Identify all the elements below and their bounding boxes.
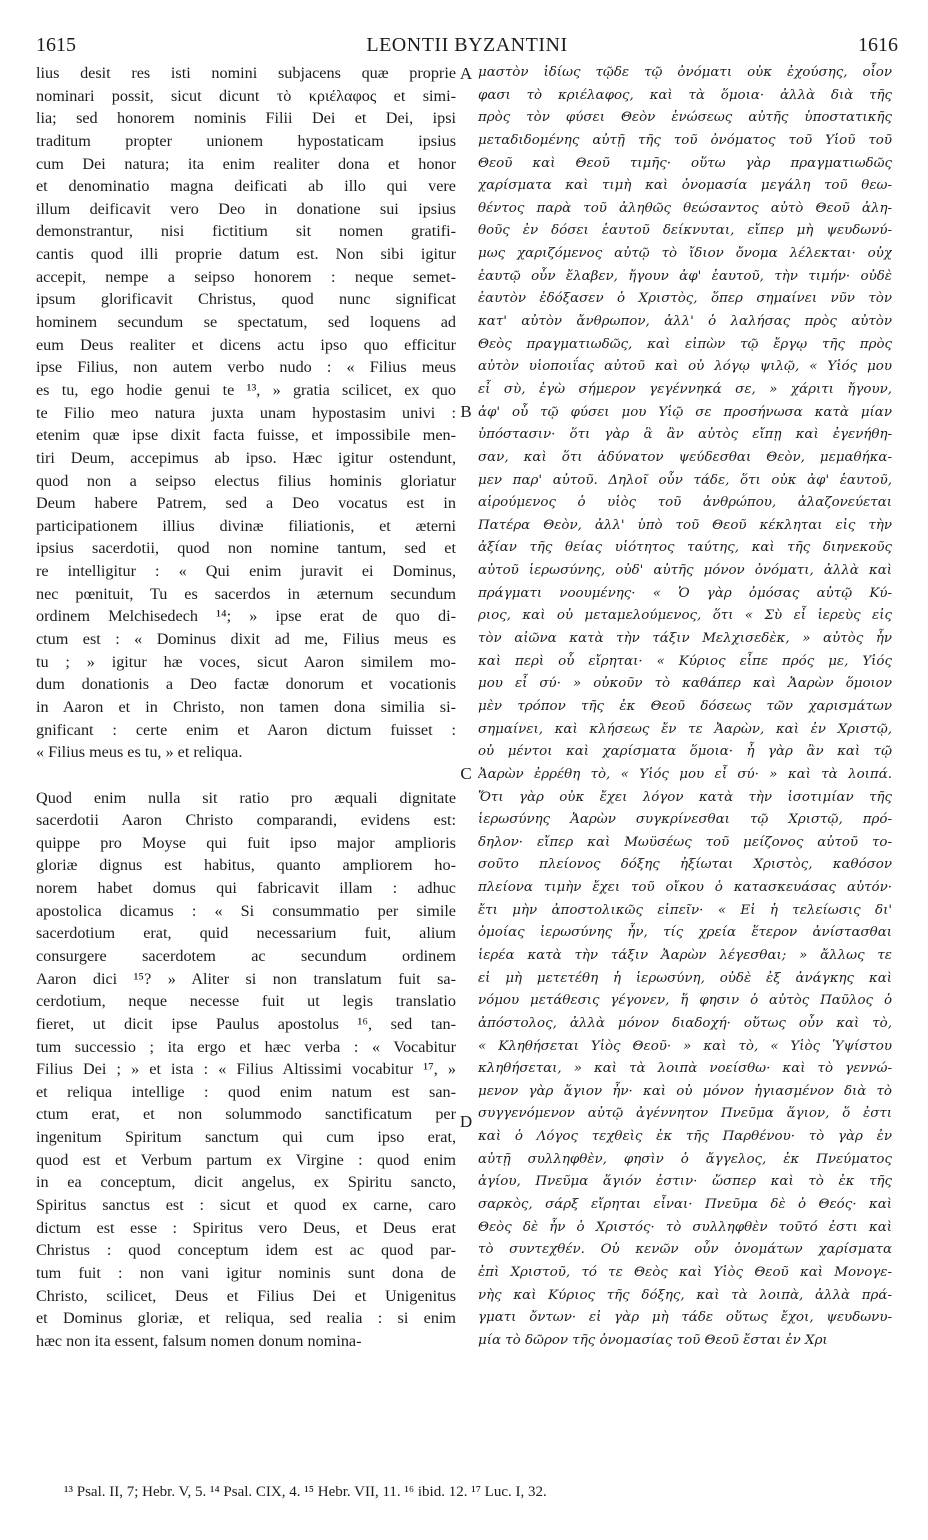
greek-text-line: Πατέρα Θεὸν, ἀλλ' ὑπὸ τοῦ Θεοῦ κέκληται εἰς τὴν [478,517,892,533]
running-title: LEONTII BYZANTINI [366,34,568,56]
latin-text-line: gnificant : certe enim et Aaron dictum fuisset : [36,720,456,739]
greek-text-line: πλείονα τιμὴν ἔχει τοῦ οἴκου ὁ κατασκευάσας αὐτόν· [478,880,892,896]
latin-text-line: nec pœnituit, Tu es sacerdos in æternum secundum [36,584,456,603]
latin-text-line: ipsum glorificavit Christus, quod nunc significat [36,290,456,309]
greek-text-line: τὸν αἰῶνα κατὰ τὴν τάξιν Μελχισεδὲκ, » αὐτὸς ἦν [478,631,892,647]
greek-column [478,62,892,1353]
greek-text-line: ἱερωσύνης Ἀαρὼν συγκρίνεσθαι τῷ Χριστῷ, πρό- [478,812,892,828]
greek-text-line: πράγματι νοουμένης· « Ὁ γὰρ ὀμόσας αὐτῷ Κύ- [478,585,892,601]
latin-text-line: ipse Filius, non autem verbo nudo : « Filius meus [36,358,456,377]
latin-text-line: cum Dei natura; ita enim realiter dona et honor [36,154,456,173]
greek-text-line: σοῦτο πλείονος δόξης ἠξίωται Χριστὸς, καθόσον [478,857,892,873]
greek-text-line: μία τὸ δῶρον τῆς ὀνομασίας τοῦ Θεοῦ ἔσται ἐν Χρι [478,1332,828,1348]
latin-text-line: quod non a seipso electus filius hominis gloriatur [36,471,456,490]
latin-text-line: et reliqua intellige : quod enim natum est san- [36,1082,456,1101]
latin-text-line: Christus : quod conceptum idem est ac quod par- [36,1241,456,1260]
latin-text-line: hominem secundum se spectatum, sed loquens ad [36,313,456,332]
margin-marker-c: C [460,764,472,783]
greek-text-line: μεταδιδομένης αὐτῇ τῆς τοῦ ὀνόματος τοῦ Υἱοῦ τοῦ [478,132,892,148]
greek-text-line: ἔτι μὴν ἀποστολικῶς εἰπεῖν· « Εἰ ἡ τελείωσις δι' [478,902,892,918]
margin-marker-b: B [460,402,472,421]
latin-text-line: participationem illius divinæ filiationis, et æterni [36,516,456,535]
greek-text-line: ἐπὶ Χριστοῦ, τό τε Θεὸς καὶ Υἱὸς Θεοῦ καὶ Μονογε- [478,1264,892,1280]
greek-text-line: ἑαυτῷ οὖν ἔλαβεν, ἤγουν ἀφ' ἑαυτοῦ, τὴν τιμήν· οὐδὲ [478,268,892,284]
latin-text-line: Deum habere Patrem, sed a Deo vocatus est in [36,494,456,513]
latin-text-line: sacerdotii Aaron Christo comparandi, evidens est: [36,811,456,830]
greek-text-line: ἑαυτὸν ἐδόξασεν ὁ Χριστὸς, ὅπερ σημαίνει νῦν τὸν [478,291,892,307]
greek-text-line: οὐ μέντοι καὶ χαρίσματα ὅμοια· ἦ γὰρ ἂν καὶ τῷ [478,744,892,760]
latin-text-line: et denominatio magna deificati ab illo qui vere [36,177,456,196]
latin-text-line: tiri Deum, accepimus ab ipso. Hæc igitur ostendunt, [36,448,456,467]
latin-text-line: in ea conceptum, dicit angelus, ex Spiritu sancto, [36,1173,456,1192]
greek-text-line: μαστὸν ἰδίως τῷδε τῷ ὀνόματι οὐκ ἐχούσης, οἷον [478,65,892,80]
latin-text-line: consurgere sacerdotem ac secundum ordinem [36,946,456,965]
latin-text-line: illum deificavit vero Deo in donatione sui ipsius [36,199,456,218]
greek-text-line: δηλον· εἴπερ καὶ Μωϋσέως τοῦ μείζονος αὐτοῦ το- [478,834,892,850]
greek-text-line: θοῦς ἐν δόσει ἑαυτοῦ δείκνυται, εἴπερ μὴ ψευδωνύ- [478,223,892,239]
margin-marker-a: A [459,64,473,83]
greek-text-line: αὐτῇ συλληφθὲν, φησὶν ὁ ἄγγελος, ἐκ Πνεύματος [478,1151,892,1167]
greek-text-line: ἀξίαν τῆς θείας υἱότητος ταύτης, καὶ τῆς διηνεκοῦς [478,540,892,556]
greek-text-line: μως χαριζόμενος αὐτῷ τὸ ἴδιον ὄνομα λέλεκται· οὐχ [478,246,892,262]
footnotes: ¹³ Psal. II, 7; Hebr. V, 5. ¹⁴ Psal. CIX, 4. ¹⁵ Hebr. VII, 11. ¹⁶ ibid. 12. ¹⁷ Luc. I, 32. [64,1484,547,1500]
latin-text-line: ingenitum Spiritum sanctum qui cum ipso erat, [36,1128,456,1147]
page-number-left: 1615 [36,34,76,56]
greek-text-line: αὐτὸν υἱοποιΐας αὐτοῦ καὶ οὐ λόγῳ ψιλῷ, « Υἱός μου [478,359,892,375]
greek-text-line: νὴς καὶ Κύριος τῆς δόξης, καὶ τὰ λοιπὰ, ἀλλὰ πρά- [478,1287,892,1303]
greek-text-line: ὁμοίας ἱερωσύνης ἦν, τίς χρεία ἕτερον ἀνίστασθαι [478,925,892,941]
greek-text-line: θέντος παρὰ τοῦ ἀληθῶς θεώσαντος αὐτὸ Θεοῦ ἀλη- [478,200,892,216]
greek-text-line: ριος, καὶ οὐ μεταμελούμενος, ὅτι « Σὺ εἶ ἱερεὺς εἰς [478,608,892,624]
greek-text-line: συγγενόμενον αὐτῷ ἀγέννητον Πνεῦμα ἅγιον, ὅ ἐστι [478,1106,892,1122]
latin-text-line: ordinem Melchisedech ¹⁴; » ipse erat de quo di- [36,607,456,626]
latin-text-line: in Aaron et in Christo, non tamen dona similia si- [36,697,456,716]
greek-text-line: μὲν τρόπον τῆς ἐκ Θεοῦ δόσεως τῶν χαρισμάτων [478,698,892,714]
greek-text-line: γματι ὄντων· εἰ γὰρ μὴ τάδε οὕτως ἔχοι, ψευδωνυ- [478,1310,892,1326]
greek-text-line: Ὅτι γὰρ οὐκ ἔχει λόγον κατὰ τὴν ἰσοτιμίαν τῆς [478,789,892,805]
margin-marker-d: D [459,1112,473,1131]
greek-text-line: σαρκὸς, σάρξ εἴρηται εἶναι· Πνεῦμα δὲ ὁ Θεός· καὶ [478,1197,892,1213]
greek-text-line: ἀφ' οὗ τῷ φύσει μου Υἱῷ σε προσήνωσα κατὰ μίαν [478,404,892,420]
greek-text-line: καὶ ὁ Λόγος τεχθεὶς ἐκ τῆς Παρθένου· τὸ γὰρ ἐν [478,1129,892,1145]
greek-text-line: νόμου μετάθεσις γέγονεν, ἥ φησιν ὁ αὐτὸς Παῦλος ὁ [478,993,892,1009]
latin-text-line: re intelligitur : « Qui enim juravit ei Dominus, [36,562,456,581]
greek-text-line: μεν παρ' αὐτοῦ. Δηλοῖ οὖν τάδε, ὅτι οὐκ ἀφ' ἑαυτοῦ, [478,472,892,488]
greek-text-line: Θεὸς πραγματιωδῶς, καὶ εἰπὼν τῷ ἔργῳ τῆς πρὸς [478,336,892,352]
latin-text-line: accepit, nempe a seipso honorem : neque semet- [36,267,456,286]
greek-text-line: ἁγίου, Πνεῦμα ἅγιόν ἐστιν· ὥσπερ καὶ τὸ ἐκ τῆς [478,1174,892,1190]
latin-text-line: Christo, scilicet, Deus et Filius Dei et Unigenitus [36,1286,456,1305]
latin-text-line: etenim quæ ipse dixit facta fuisse, et impossibile men- [36,426,456,445]
latin-column [36,62,456,1353]
greek-text-line: ὑπόστασιν· ὅτι γὰρ ἃ ἂν αὐτὸς εἴπῃ καὶ ἐγενήθη- [478,427,892,443]
latin-text-line: ctum erat, et non solummodo sanctificatum per [36,1105,456,1124]
latin-text-line: quod est et Verbum partum ex Virgine : quod enim [36,1150,456,1169]
greek-text-line: σαν, καὶ ὅτι ἀδύνατον ψεύδεσθαι Θεὸν, μεμαθήκα- [478,449,892,465]
greek-text-line: αἱρούμενος ὁ υἱὸς τοῦ ἀνθρώπου, ἀλαζονεύεται [478,495,892,511]
greek-text-line: πρὸς τὸν φύσει Θεὸν ἑνώσεως αὐτῆς ὑποστατικῆς [478,110,892,126]
greek-text-line: εἰ μὴ μετετέθη ἡ ἱερωσύνη, οὐδὲ ἐξ ἀνάγκης καὶ [478,970,892,986]
latin-text-line: dictum est esse : Spiritus vero Deus, et Deus erat [36,1218,456,1237]
latin-text-line: et Dominus gloriæ, et reliqua, sed realia : si enim [36,1309,456,1328]
latin-text-line: dum donationis a Deo factæ donorum et vocationis [36,675,456,694]
latin-text-line: « Filius meus es tu, » et reliqua. [36,743,243,762]
greek-text-line: τὸ συντεχθέν. Οὐ κενῶν οὖν ὀνομάτων χαρίσματα [478,1242,892,1258]
latin-text-line: norem habet domus qui fabricavit illam : adhuc [36,879,456,898]
latin-text-line: gloriæ dignus est habitus, quanto ampliorem ho- [36,856,456,875]
latin-text-line: tu ; » igitur hæ voces, sicut Aaron similem mo- [36,652,456,671]
greek-text-line: ἱερέα κατὰ τὴν τάξιν Ἀαρὼν λέγεσθαι; » ἄλλως τε [478,947,892,963]
latin-text-line: sacerdotium erat, quid necessarium fuit, alium [36,924,456,943]
page-header [36,34,898,60]
latin-text-line: traditum propter unionem hypostaticam ipsius [36,131,456,150]
latin-text-line: es tu, ego hodie genui te ¹³, » gratia scilicet, ex quo [36,380,456,399]
latin-text-line: cantis quod illi proprie datum est. Non sibi igitur [36,245,456,264]
latin-text-line: demonstrantur, nisi fictitium sit nomen gratifi- [36,222,456,241]
latin-text-line: lius desit res isti nomini subjacens quæ proprie [36,64,456,82]
greek-text-line: Θεὸς δὲ ἦν ὁ Χριστός· τὸ συλληφθὲν τοῦτό ἐστι καὶ [478,1219,892,1235]
latin-text-line: eum Deus realiter et dicens actu ipso quo efficitur [36,335,456,354]
greek-text-line: εἶ σὺ, ἐγὼ σήμερον γεγέννηκά σε, » χάριτι ἤγουν, [478,381,892,397]
latin-text-line: Quod enim nulla sit ratio pro æquali dignitate [36,788,456,807]
latin-text-line: ctum est : « Dominus dixit ad me, Filius meus es [36,630,456,649]
latin-text-line: fieret, ut dicit ipse Paulus apostolus ¹⁶, sed tan- [36,1014,456,1033]
greek-text-line: κληθήσεται, » καὶ τὰ λοιπὰ νοείσθω· καὶ τὸ γεννώ- [478,1061,892,1077]
greek-text-line: καὶ περὶ οὗ εἴρηται· « Κύριος εἶπε πρός με, Υἱός [478,653,892,669]
latin-text-line: lia; sed honorem nominis Filii Dei et Dei, ipsi [36,109,456,128]
greek-text-line: μενον γὰρ ἅγιον ἦν· καὶ οὐ μόνον ἡγιασμένον διὰ τὸ [478,1083,892,1099]
greek-text-line: φασι τὸ κριέλαφος, καὶ τὰ ὅμοια· ἀλλὰ διὰ τῆς [478,87,892,103]
latin-text-line: quippe pro Moyse qui fuit ipso major amplioris [36,833,456,852]
latin-text-line: hæc non ita essent, falsum nomen donum nomina- [36,1331,362,1350]
latin-text-line: cerdotium, neque necesse fuit ut legis translatio [36,992,456,1011]
latin-text-line: Aaron dici ¹⁵? » Aliter si non translatum fuit sa- [36,969,456,988]
latin-text-line: te Filio meo natura juxta unam hypostasim univi : [36,403,456,422]
latin-text-line: ipsius sacerdotii, quod non nomine tantum, sed et [36,539,456,558]
latin-text-line: nominari possit, sicut dicunt τὸ κριέλαφος et simi- [36,86,456,105]
latin-text-line: Filius Dei ; » et ista : « Filius Altissimi vocabitur ¹⁷, » [36,1060,456,1079]
greek-text-line: σημαίνει, καὶ κλήσεως ἔν τε Ἀαρὼν, καὶ ἐν Χριστῷ, [478,721,892,737]
greek-text-line: ἀπόστολος, ἀλλὰ μόνον διαδοχή· οὕτως οὖν καὶ τὸ, [478,1015,892,1031]
latin-text-line: apostolica dicamus : « Si consummatio per simile [36,901,456,920]
greek-text-line: μου εἶ σύ· » οὐκοῦν τὸ καθάπερ καὶ Ἀαρὼν ὅμοιον [478,676,892,692]
page-number-right: 1616 [858,34,898,56]
greek-text-line: « Κληθήσεται Υἱὸς Θεοῦ· » καὶ τὸ, « Υἱὸς Ὑψίστου [478,1038,892,1054]
greek-text-line: κατ' αὐτὸν ἄνθρωπον, ἀλλ' ὁ λαλήσας πρὸς αὐτὸν [478,314,892,330]
greek-text-line: χαρίσματα καὶ τιμὴ καὶ ὀνομασία μεγάλη τοῦ θεω- [478,178,892,194]
greek-text-line: αὐτοῦ ἱερωσύνης, οὐδ' αὐτῆς μόνον ὀνόματι, ἀλλὰ καὶ [478,563,892,579]
latin-text-line: Spiritus sanctus est : sicut et quod ex carne, caro [36,1196,456,1215]
greek-text-line: Ἀαρὼν ἐρρέθη τὸ, « Υἱός μου εἶ σύ· » καὶ τὰ λοιπά. [478,766,892,782]
latin-text-line: tum successio ; ita ergo et hæc verba : « Vocabitur [36,1037,456,1056]
latin-text-line: tum fuit : non vani igitur nominis sunt dona de [36,1263,456,1282]
paragraph-gap [36,764,456,787]
greek-text-line: Θεοῦ καὶ Θεοῦ τιμῆς· οὕτω γὰρ πραγματιωδῶς [478,155,892,171]
